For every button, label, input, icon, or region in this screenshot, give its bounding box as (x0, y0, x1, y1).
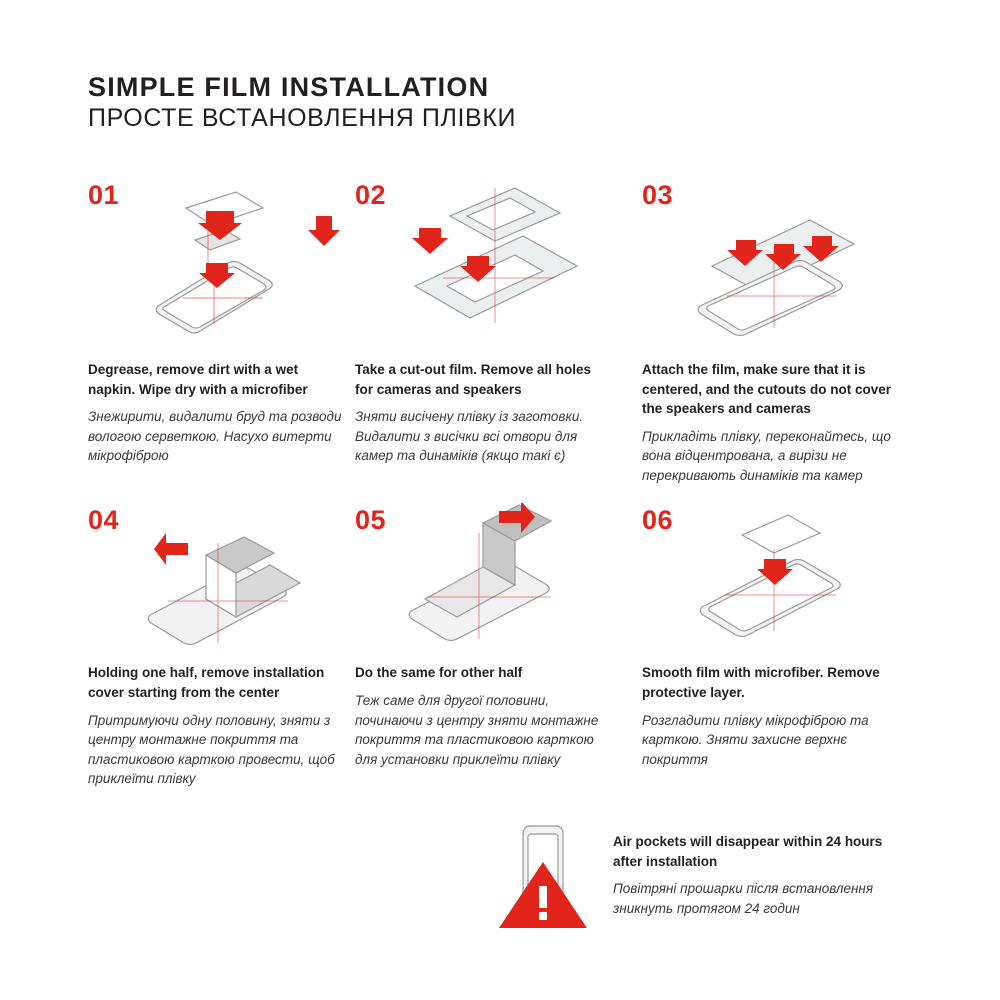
step-illustration-smooth-with-cloth (642, 503, 924, 653)
page-title-uk: ПРОСТЕ ВСТАНОВЛЕННЯ ПЛІВКИ (88, 104, 517, 133)
step-text-uk: Прикладіть плівку, переконайтесь, що вона відцентрована, а вирізи не перекривають динаміків та камер (642, 428, 891, 483)
step-text-en: Take a cut-out film. Remove all holes for cameras and speakers (355, 362, 592, 397)
step-text-uk: Теж саме для другої половини, починаючи з центру зняти монтажне покриття та пластиковою карткою для установки приклеїти плівку (355, 692, 599, 767)
footer-text (613, 820, 923, 918)
footer-note (495, 820, 925, 930)
step-text-uk: Притримуючи одну половину, зняти з центру монтажне покриття та пластиковою карткою провести, щоб приклеїти плівку (88, 712, 335, 787)
step-text-en: Holding one half, remove installation cover starting from the center (88, 665, 325, 700)
step-text-en: Smooth film with microfiber. Remove protective layer. (642, 665, 880, 700)
warning-triangle-icon (495, 820, 595, 930)
step-illustration-peel-left-half (88, 503, 350, 653)
step-text-uk: Розгладити плівку мікрофіброю та карткою. Зняти захисне верхнє покриття (642, 712, 869, 767)
step-text-en: Attach the film, make sure that it is centered, and the cutouts do not cover the speakers and cameras (642, 362, 892, 417)
step-text-en: Degrease, remove dirt with a wet napkin. Wipe dry with a microfiber (88, 362, 308, 397)
step-03 (642, 178, 924, 485)
page-title-en: SIMPLE FILM INSTALLATION (88, 72, 490, 102)
footer-text-uk: Повітряні прошарки після встановлення зникнуть протягом 24 годин (613, 881, 874, 916)
step-illustration-peel-right-half (355, 503, 637, 653)
step-text-uk: Знежирити, видалити бруд та розводи вологою серветкою. Насухо витерти мікрофіброю (88, 409, 342, 464)
step-04 (88, 503, 350, 788)
step-05 (355, 503, 637, 788)
header (88, 72, 918, 132)
step-number: 02 (355, 180, 387, 210)
step-illustration-film-sheet-with-cutouts (355, 178, 637, 350)
footer-text-en: Air pockets will disappear within 24 hours after installation (613, 834, 883, 869)
step-number: 04 (88, 505, 120, 536)
step-illustration-film-onto-phone (642, 178, 924, 350)
steps-grid (88, 178, 924, 789)
step-number: 03 (642, 180, 674, 210)
step-text-uk: Зняти висічену плівку із заготовки. Видалити з висічки всі отвори для камер та динаміків (якщо такі є) (355, 409, 584, 464)
step-illustration-phone-with-napkin (88, 178, 350, 350)
step-text-en: Do the same for other half (355, 665, 523, 681)
step-02 (355, 178, 637, 485)
step-number: 01 (88, 180, 120, 210)
step-number: 05 (355, 505, 387, 536)
step-06 (642, 503, 924, 788)
step-01 (88, 178, 350, 485)
step-number: 06 (642, 505, 674, 536)
